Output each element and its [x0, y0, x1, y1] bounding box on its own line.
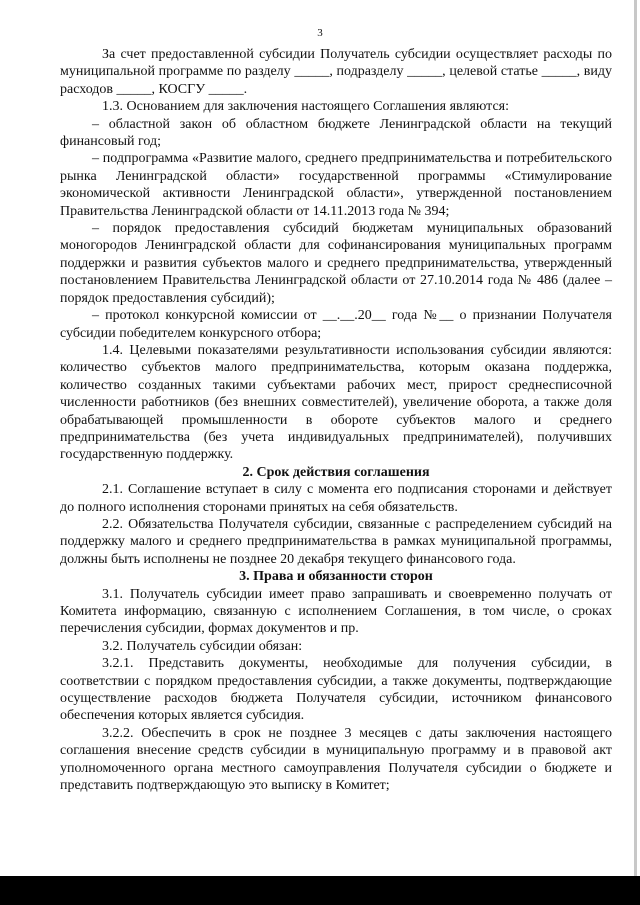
section-heading-3: 3. Права и обязанности сторон — [239, 569, 433, 585]
list-item-subsidy-procedure: – порядок предоставления субсидий бюджетам муниципальных образований моногородов Ленинградской области для софинансирования муниципальных программ поддержки и развития субъектов малого и среднего предпринимательства, утвержденный постановлением Правительства Ленинградской области от 27.10.2014 года № 486 (далее – порядок предоставления субсидий); — [60, 221, 612, 306]
document-body — [60, 46, 612, 794]
paragraph-3-2: 3.2. Получатель субсидии обязан: — [102, 638, 303, 654]
scan-edge — [634, 0, 637, 876]
paragraph-2-2: 2.2. Обязательства Получателя субсидии, связанные с распределением субсидий на поддержку малого и среднего предпринимательства в рамках муниципальной программы, должны быть исполнены не позднее 20 декабря текущего финансового года. — [60, 516, 612, 567]
paragraph-1-4: 1.4. Целевыми показателями результативности использования субсидии являются: количество субъектов малого предпринимательства, которым оказана поддержка, количество созданных такими субъектами рабочих мест, прирост среднесписочной численности работников (без внешних совместителей), увеличение оборота, а также доля обрабатывающей промышленности в обороте субъектов малого и среднего предпринимательства (без учета индивидуальных предпринимателей), получивших государственную поддержку. — [60, 342, 612, 463]
paragraph-budget-classification: За счет предоставленной субсидии Получатель субсидии осуществляет расходы по муниципальной программе по разделу _____, подразделу _____, целевой статье _____, виду расходов _____, КОСГУ _____. — [60, 47, 612, 97]
scan-bottom-band — [0, 876, 640, 905]
list-item-regional-law: – областной закон об областном бюджете Ленинградской области на текущий финансовый год; — [60, 116, 612, 150]
paragraph-1-3: 1.3. Основанием для заключения настоящего Соглашения являются: — [102, 99, 509, 115]
page-number: 3 — [317, 27, 323, 39]
paragraph-3-1: 3.1. Получатель субсидии имеет право запрашивать и своевременно получать от Комитета информацию, связанную с исполнением Соглашения, в том числе, о сроках перечисления субсидии, формах документов и пр. — [60, 586, 612, 637]
list-item-commission-protocol: – протокол конкурсной комиссии от __.__.20__ года №__ о признании Получателя субсидии победителем конкурсного отбора; — [60, 308, 612, 341]
paragraph-2-1: 2.1. Соглашение вступает в силу с момента его подписания сторонами и действует до полного исполнения сторонами принятых на себя обязательств. — [60, 482, 612, 515]
section-heading-2: 2. Срок действия соглашения — [242, 464, 430, 480]
paragraph-3-2-2: 3.2.2. Обеспечить в срок не позднее 3 месяцев с даты заключения настоящего соглашения внесение средств субсидии в муниципальную программу и в правовой акт уполномоченного органа местного самоуправления Получателя субсидии о бюджете и представить подтверждающую это выписку в Комитет; — [60, 725, 612, 794]
paragraph-3-2-1: 3.2.1. Представить документы, необходимые для получения субсидии, в соответствии с порядком предоставления субсидии, а также документы, подтверждающие осуществление расходов бюджета Получателя субсидии, источником финансового обеспечения которых является субсидия. — [60, 656, 612, 724]
list-item-subprogram: – подпрограмма «Развитие малого, среднего предпринимательства и потребительского рынка Ленинградской области» государственной программы «Стимулирование экономической активности Ленинградской области», утвержденной постановлением Правительства Ленинградской области от 14.11.2013 года № 394; — [60, 151, 612, 219]
